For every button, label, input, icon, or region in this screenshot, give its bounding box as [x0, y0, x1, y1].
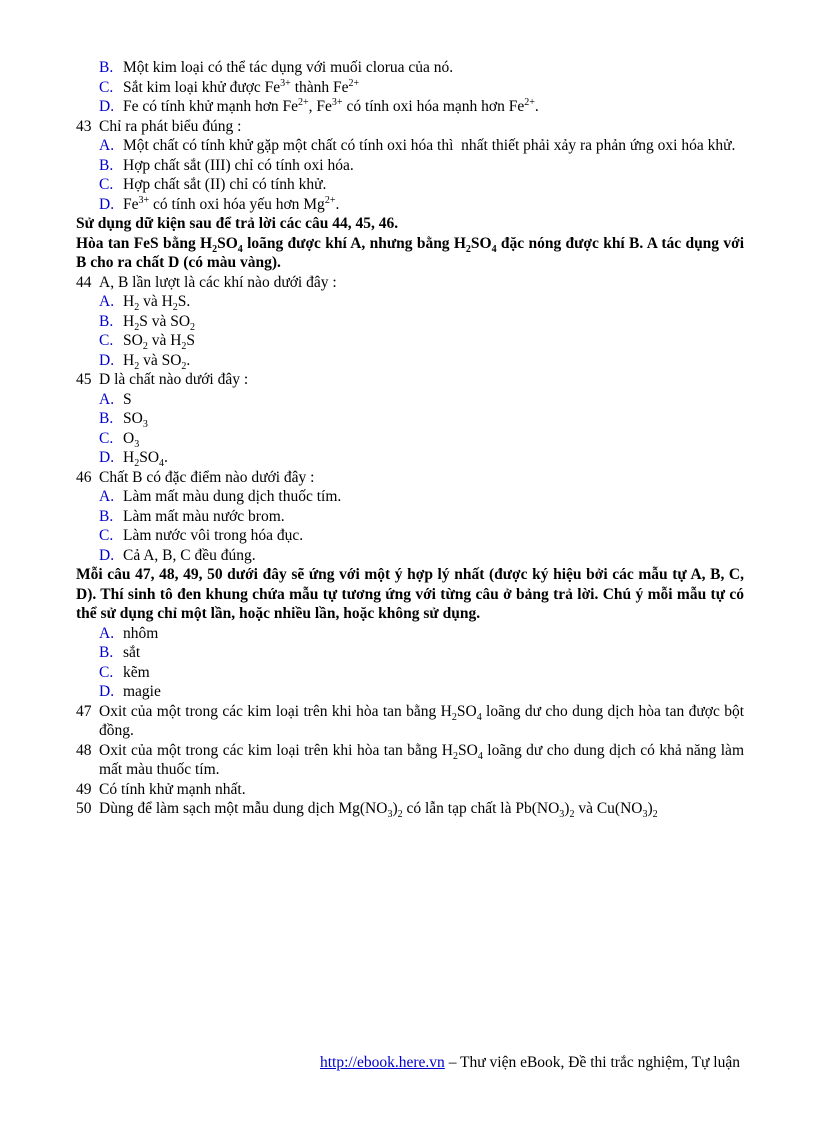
answer-option: [76, 546, 744, 566]
option-letter: B.: [99, 59, 114, 76]
option-letter: D.: [99, 98, 115, 115]
option-text: Hợp chất sắt (III) chỉ có tính oxi hóa.: [123, 156, 354, 174]
option-letter: A.: [99, 488, 115, 505]
option-text: nhôm: [123, 624, 159, 642]
option-text: $H_2$ và $SO_2$.: [123, 351, 191, 372]
question-text: Oxit của một trong các kim loại trên khi hòa tan bằng $H_2SO_4$ loãng dư cho dung dịch có khả năng làm mất màu thuốc tím.: [99, 741, 744, 778]
answer-option: [76, 487, 744, 507]
option-text: $H_2S$ và $SO_2$: [123, 312, 196, 333]
answer-option: [76, 331, 744, 351]
option-letter: C.: [99, 176, 114, 193]
question-number: 43: [76, 117, 92, 135]
answer-option: [76, 429, 744, 449]
question-text: Dùng để làm sạch một mẫu dung dịch $Mg(NO_3)_2$ có lẫn tạp chất là $Pb(NO_3)_2$ và $Cu(NO_3)_2$: [99, 800, 658, 821]
option-text: Một chất có tính khử gặp một chất có tính oxi hóa thì nhất thiết phải xảy ra phản ứng oxi hóa khử.: [123, 137, 736, 154]
answer-option: [76, 663, 744, 683]
question-number: 46: [76, 468, 92, 486]
question-text: D là chất nào dưới đây :: [99, 371, 249, 388]
option-text: $O_3$: [123, 429, 140, 450]
option-text: Làm mất màu dung dịch thuốc tím.: [123, 488, 342, 505]
option-text: Một kim loại có thể tác dụng với muối clorua của nó.: [123, 59, 454, 76]
option-text: Làm mất màu nước brom.: [123, 507, 285, 525]
answer-option: [76, 136, 744, 156]
answer-option: [76, 448, 744, 468]
question-number: 50: [76, 800, 92, 817]
answer-option: [76, 175, 744, 195]
option-letter: C.: [99, 78, 114, 96]
option-text: sắt: [123, 644, 141, 661]
footer-text: – Thư viện eBook, Đề thi trắc nghiệm, Tự luận: [444, 1054, 740, 1071]
option-text: Sắt kim loại khử được $Fe^{3+}$ thành $Fe^{2+}$: [123, 77, 360, 96]
option-text: $SO_2$ và $H_2S$: [123, 332, 196, 353]
question: [76, 741, 744, 780]
footer: [320, 1054, 740, 1072]
answer-option: [76, 390, 744, 410]
answer-option: [76, 58, 744, 78]
option-letter: D.: [99, 195, 115, 213]
option-letter: A.: [99, 137, 115, 154]
question-number: 47: [76, 702, 92, 720]
document-body: [76, 58, 744, 819]
question-number: 48: [76, 741, 92, 759]
answer-option: [76, 643, 744, 663]
question: [76, 799, 744, 819]
option-letter: C.: [99, 663, 114, 681]
answer-option: [76, 292, 744, 312]
option-letter: C.: [99, 429, 114, 447]
question-number: 49: [76, 780, 92, 798]
option-letter: C.: [99, 527, 114, 544]
answer-option: [76, 409, 744, 429]
option-letter: B.: [99, 156, 114, 174]
question-text: Chất B có đặc điểm nào dưới đây :: [99, 468, 315, 486]
question: [76, 273, 744, 293]
option-letter: D.: [99, 683, 115, 700]
answer-option: [76, 97, 744, 117]
option-letter: B.: [99, 410, 114, 427]
option-text: S: [123, 390, 132, 408]
answer-option: [76, 507, 744, 527]
answer-option: [76, 195, 744, 215]
option-letter: B.: [99, 312, 114, 330]
answer-option: [76, 156, 744, 176]
option-text: $SO_3$: [123, 410, 148, 431]
question-text: Chỉ ra phát biểu đúng :: [99, 117, 242, 135]
question-text: Có tính khử mạnh nhất.: [99, 780, 246, 798]
question-text: A, B lần lượt là các khí nào dưới đây :: [99, 273, 337, 291]
option-text: $H_2SO_4$.: [123, 449, 168, 470]
question-number: 45: [76, 371, 92, 388]
option-letter: C.: [99, 332, 114, 349]
answer-option: [76, 78, 744, 98]
option-letter: A.: [99, 390, 115, 408]
instruction-text: Mỗi câu 47, 48, 49, 50 dưới đây sẽ ứng với một ý hợp lý nhất (được ký hiệu bởi các mẫu tự A, B, C, D). Thí sinh tô đen khung chứa mẫu tự tương ứng với từng câu ở bảng trả lời. Chú ý mỗi mẫu tự có thể sử dụng chỉ một lần, hoặc nhiều lần, hoặc không sử dụng.: [76, 566, 744, 622]
option-letter: B.: [99, 507, 114, 525]
option-text: Fe có tính khử mạnh hơn $Fe^{2+}$, $Fe^{3+}$ có tính oxi hóa mạnh hơn $Fe^{2+}$.: [123, 96, 539, 115]
answer-option: [76, 526, 744, 546]
option-letter: D.: [99, 351, 115, 369]
instruction-text: Hòa tan FeS bằng $H_2SO_4$ loãng được khí A, nhưng bằng $H_2SO_4$ đặc nóng được khí B. A tác dụng với B cho ra chất D (có màu vàng).: [76, 234, 744, 271]
option-text: kẽm: [123, 663, 150, 681]
question: [76, 370, 744, 390]
question-number: 44: [76, 273, 92, 291]
option-letter: D.: [99, 546, 115, 564]
answer-option: [76, 351, 744, 371]
question: [76, 780, 744, 800]
footer-link[interactable]: http://ebook.here.vn: [319, 1054, 445, 1071]
option-letter: B.: [99, 644, 114, 661]
option-text: Làm nước vôi trong hóa đục.: [123, 527, 304, 544]
question: [76, 468, 744, 488]
option-letter: A.: [99, 624, 115, 642]
answer-option: [76, 682, 744, 702]
option-letter: A.: [99, 293, 115, 310]
option-text: magie: [123, 683, 161, 700]
option-text: Hợp chất sắt (II) chỉ có tính khử.: [123, 176, 327, 193]
option-text: $Fe^{3+}$ có tính oxi hóa yếu hơn $Mg^{2+}$.: [123, 194, 340, 213]
question: [76, 117, 744, 137]
option-letter: D.: [99, 449, 115, 466]
option-text: Cả A, B, C đều đúng.: [123, 546, 256, 564]
question: [76, 702, 744, 741]
question-text: Oxit của một trong các kim loại trên khi hòa tan bằng $H_2SO_4$ loãng dư cho dung dịch hòa tan được bột đồng.: [99, 702, 744, 739]
instruction-text: Sử dụng dữ kiện sau để trả lời các câu 44, 45, 46.: [76, 215, 399, 232]
answer-option: [76, 624, 744, 644]
option-text: $H_2$ và $H_2S$.: [123, 293, 191, 314]
answer-option: [76, 312, 744, 332]
